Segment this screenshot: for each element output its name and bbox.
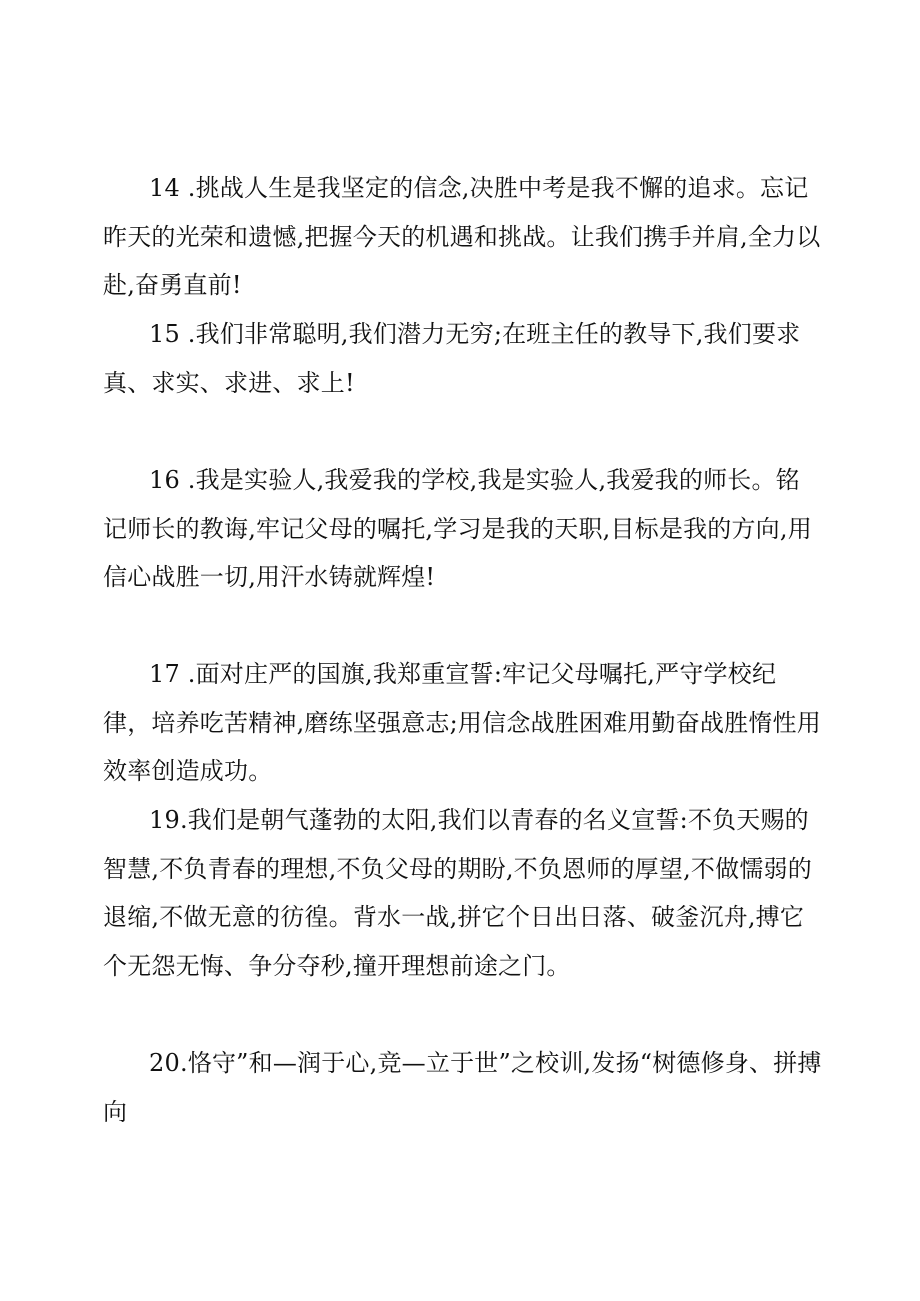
paragraph-17: 17 .面对庄严的国旗,我郑重宣誓:牢记父母嘱托,严守学校纪律，培养吃苦精神,磨练坚强意志;用信念战胜困难用勤奋战胜惰性用效率创造成功。 [103, 660, 821, 785]
paragraph-15: 15 .我们非常聪明,我们潜力无穷;在班主任的教导下,我们要求真、求实、求进、求上! [103, 320, 801, 397]
paragraph-19: 19.我们是朝气蓬勃的太阳,我们以青春的名义宣誓:不负天赐的智慧,不负青春的理想,不负父母的期盼,不负恩师的厚望,不做懦弱的退缩,不做无意的彷徨。背水一战,拼它个日出日落、破釜沉舟,搏它个无怨无悔、争分夺秒,撞开理想前途之门。 [103, 806, 812, 980]
paragraph-16: 16 .我是实验人,我爱我的学校,我是实验人,我爱我的师长。铭记师长的教诲,牢记父母的嘱托,学习是我的天职,目标是我的方向,用信心战胜一切,用汗水铸就辉煌! [103, 466, 812, 591]
paragraph-20: 20.恪守”和—润于心,竞—立于世”之校训,发扬“树德修身、拼搏向 [103, 1049, 822, 1126]
paragraph-14: 14 .挑战人生是我坚定的信念,决胜中考是我不懈的追求。忘记昨天的光荣和遗憾,把握今天的机遇和挑战。让我们携手并肩,全力以赴,奋勇直前! [103, 174, 821, 299]
